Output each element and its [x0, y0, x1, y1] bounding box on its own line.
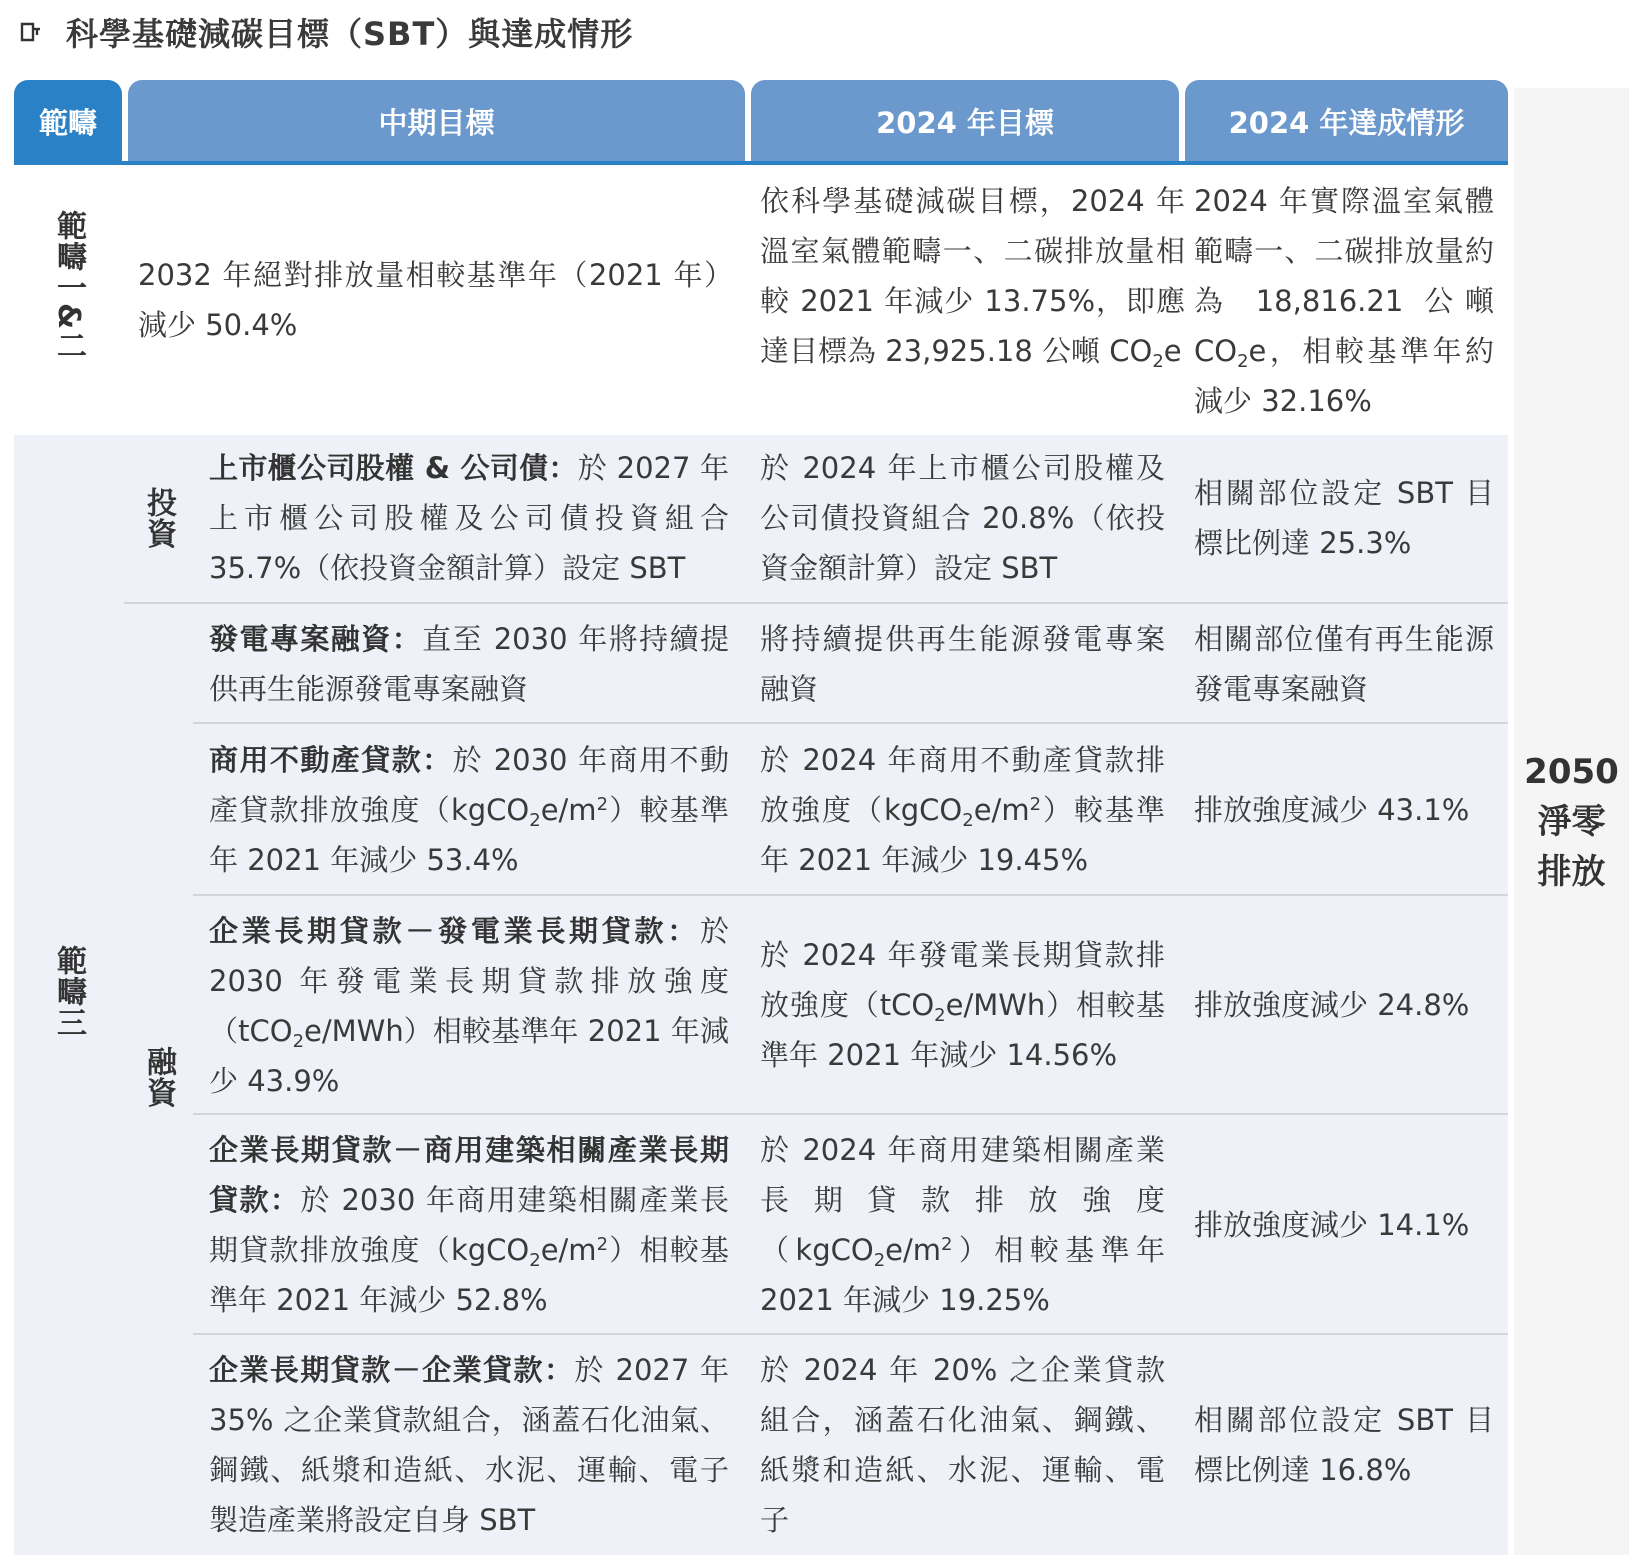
scope3-label: 範疇三 — [51, 945, 86, 1038]
row6-achievement-2024: 相關部位設定 SBT 目標比例達 16.8% — [1194, 1403, 1494, 1487]
net-zero-label: 2050 淨零 排放 — [1524, 751, 1619, 892]
investment-label: 投資 — [141, 487, 176, 549]
scope12-mid-term: 2032 年絕對排放量相較基準年（2021 年）減少 50.4% — [138, 258, 733, 342]
scope12-achievement-2024: 2024 年實際溫室氣體範疇一、二碳排放量約為 18,816.21 公噸 $CO_2e$，相較基準年約減少 32.16% — [1194, 184, 1494, 418]
row5-mid-term: 企業長期貸款－商用建築相關產業長期貸款：於 2030 年商用建築相關產業長期貸款排放強度$(kgCO_2e/m^2)$相較基準年 2021 年減少 52.8% — [209, 1133, 729, 1317]
row6-mid-term: 企業長期貸款－企業貸款：於 2027 年 35% 之企業貸款組合，涵蓋石化油氣、鋼鐵、紙漿和造紙、水泥、運輸、電子製造產業將設定自身 SBT — [209, 1353, 729, 1537]
row1-target-2024: 於 2024 年上市櫃公司股權及公司債投資組合 20.8%（依投資金額計算）設定 SBT — [760, 451, 1165, 585]
row1-mid-term: 上市櫃公司股權 & 公司債：於 2027 年上市櫃公司股權及公司債投資組合 35.7%（依投資金額計算）設定 SBT — [209, 451, 729, 585]
row-divider — [193, 1333, 1508, 1335]
row3-mid-term: 商用不動產貸款：於 2030 年商用不動產貸款排放強度$(kgCO_2e/m^2)$較基準年 2021 年減少 53.4% — [209, 743, 729, 877]
financing-label: 融資 — [141, 1046, 176, 1108]
row2-mid-term: 發電專案融資：直至 2030 年將持續提供再生能源發電專案融資 — [209, 622, 729, 706]
row-divider — [124, 602, 1508, 604]
header-achievement-2024: 2024 年達成情形 — [1185, 80, 1508, 162]
header-target-2024: 2024 年目標 — [751, 80, 1179, 162]
row4-achievement-2024: 排放強度減少 24.8% — [1194, 988, 1470, 1022]
header-scope: 範疇 — [14, 80, 122, 162]
net-zero-column — [1514, 88, 1629, 1555]
row1-achievement-2024: 相關部位設定 SBT 目標比例達 25.3% — [1194, 476, 1494, 560]
row4-mid-term: 企業長期貸款－發電業長期貸款：於 2030 年發電業長期貸款排放強度（tCO$_2$e/MWh）相較基準年 2021 年減少 43.9% — [209, 914, 729, 1098]
row-divider — [193, 722, 1508, 724]
scope12-target-2024: 依科學基礎減碳目標，2024 年溫室氣體範疇一、二碳排放量相較 2021 年減少 13.75%，即應達目標為 23,925.18 公噸 $CO_2e$ — [760, 184, 1185, 372]
bookmark-icon — [20, 21, 44, 43]
row-divider — [193, 1113, 1508, 1115]
title-text: 科學基礎減碳目標（SBT）與達成情形 — [66, 15, 634, 53]
row5-target-2024: 於 2024 年商用建築相關產業長期貸款排放強度$(kgCO_2e/m^2)$相較基準年 2021 年減少 19.25% — [760, 1133, 1165, 1317]
row5-achievement-2024: 排放強度減少 14.1% — [1194, 1208, 1470, 1242]
row2-achievement-2024: 相關部位僅有再生能源發電專案融資 — [1194, 622, 1494, 706]
row4-target-2024: 於 2024 年發電業長期貸款排放強度（tCO$_2$e/MWh）相較基準年 2021 年減少 14.56% — [760, 938, 1165, 1072]
page-title — [20, 10, 633, 54]
row3-target-2024: 於 2024 年商用不動產貸款排放強度$(kgCO_2e/m^2)$較基準年 2021 年減少 19.45% — [760, 743, 1165, 877]
row3-achievement-2024: 排放強度減少 43.1% — [1194, 793, 1470, 827]
row2-target-2024: 將持續提供再生能源發電專案融資 — [760, 622, 1165, 706]
header-mid-term: 中期目標 — [128, 80, 745, 162]
row-divider — [193, 894, 1508, 896]
row6-target-2024: 於 2024 年 20% 之企業貸款組合，涵蓋石化油氣、鋼鐵、紙漿和造紙、水泥、運輸、電子 — [760, 1353, 1165, 1537]
scope12-label: 範疇一&二 — [51, 210, 86, 362]
